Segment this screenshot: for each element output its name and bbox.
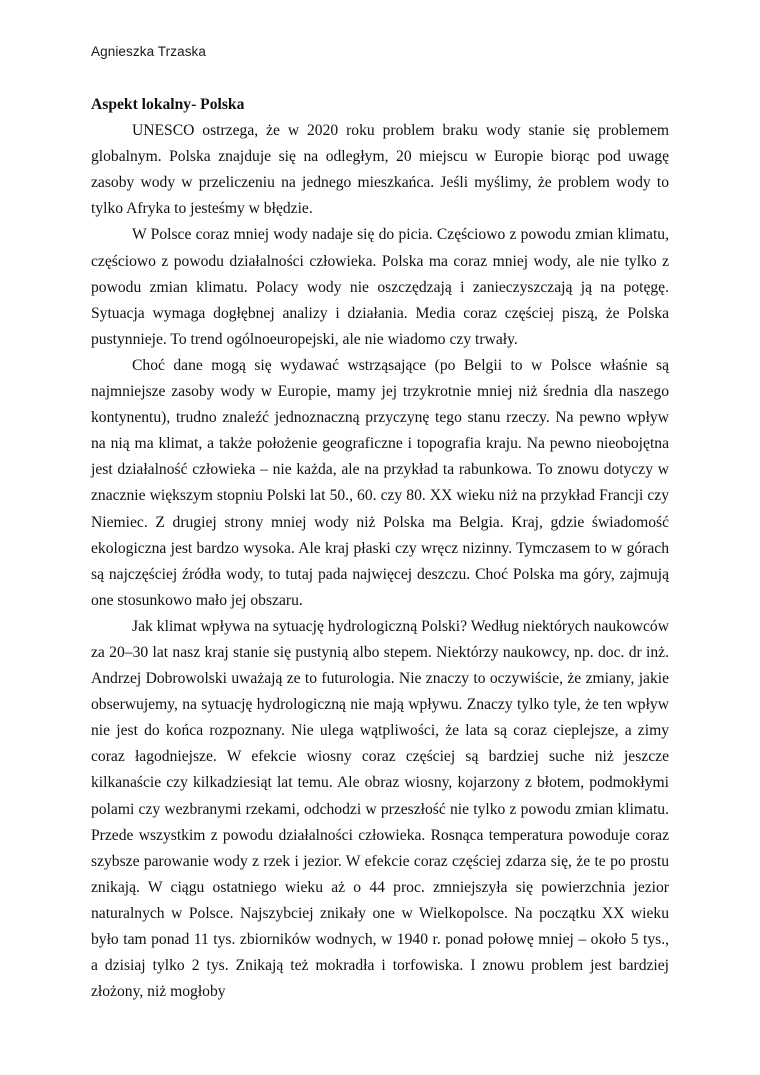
paragraph-3: Choć dane mogą się wydawać wstrząsające (po Belgii to w Polsce właśnie są najmniejsze zasoby wody w Europie, mamy jej trzykrotnie mniej niż średnia dla naszego kontynentu), trudno znaleźć jednoznaczną przyczynę tego stanu rzeczy. Na pewno wpływ na nią ma klimat, a także położenie geograficzne i topografia kraju. Na pewno nieobojętna jest działalność człowieka – nie każda, ale na przykład ta rabunkowa. To znowu dotyczy w znacznie większym stopniu Polski lat 50., 60. czy 80. XX wieku niż na przykład Francji czy Niemiec. Z drugiej strony mniej wody niż Polska ma Belgia. Kraj, gdzie świadomość ekologiczna jest bardzo wysoka. Ale kraj płaski czy wręcz nizinny. Tymczasem to w górach są najczęściej źródła wody, to tutaj pada najwięcej deszczu. Choć Polska ma góry, zajmują one stosunkowo mało jej obszaru. (91, 356, 669, 609)
section-heading: Aspekt lokalny- Polska (91, 96, 245, 113)
page-header-author: Agnieszka Trzaska (91, 44, 206, 59)
paragraph-2: W Polsce coraz mniej wody nadaje się do picia. Częściowo z powodu zmian klimatu, częściowo z powodu działalności człowieka. Polska ma coraz mniej wody, ale nie tylko z powodu zmian klimatu. Polacy wody nie oszczędzają i zanieczyszczają ją na potęgę. Sytuacja wymaga dogłębnej analizy i działania. Media coraz częściej piszą, że Polska pustynnieje. To trend ogólnoeuropejski, ale nie wiadomo czy trwały. (91, 226, 669, 348)
document-body (91, 92, 669, 1005)
paragraph-4: Jak klimat wpływa na sytuację hydrologiczną Polski? Według niektórych naukowców za 20–30 lat nasz kraj stanie się pustynią albo stepem. Niektórzy naukowcy, np. doc. dr inż. Andrzej Dobrowolski uważają ze to futurologia. Nie znaczy to oczywiście, że zmiany, jakie obserwujemy, na sytuację hydrologiczną nie mają wpływu. Znaczy tylko tyle, że ten wpływ nie jest do końca rozpoznany. Nie ulega wątpliwości, że lata są coraz cieplejsze, a zimy coraz łagodniejsze. W efekcie wiosny coraz częściej są bardziej suche niż jeszcze kilkanaście czy kilkadziesiąt lat temu. Ale obraz wiosny, kojarzony z błotem, podmokłymi polami czy wezbranymi rzekami, odchodzi w przeszłość nie tylko z powodu zmian klimatu. Przede wszystkim z powodu działalności człowieka. Rosnąca temperatura powoduje coraz szybsze parowanie wody z rzek i jezior. W efekcie coraz częściej zdarza się, że te po prostu znikają. W ciągu ostatniego wieku aż o 44 proc. zmniejszyła się powierzchnia jezior naturalnych w Polsce. Najszybciej znikały one w Wielkopolsce. Na początku XX wieku było tam ponad 11 tys. zbiorników wodnych, w 1940 r. ponad połowę mniej – około 5 tys., a dzisiaj tylko 2 tys. Znikają też mokradła i torfowiska. I znowu problem jest bardziej złożony, niż mogłoby (91, 617, 669, 1001)
paragraph-1: UNESCO ostrzega, że w 2020 roku problem braku wody stanie się problemem globalnym. Polska znajduje się na odległym, 20 miejscu w Europie biorąc pod uwagę zasoby wody w przeliczeniu na jednego mieszkańca. Jeśli myślimy, że problem wody to tylko Afryka to jesteśmy w błędzie. (91, 122, 669, 218)
